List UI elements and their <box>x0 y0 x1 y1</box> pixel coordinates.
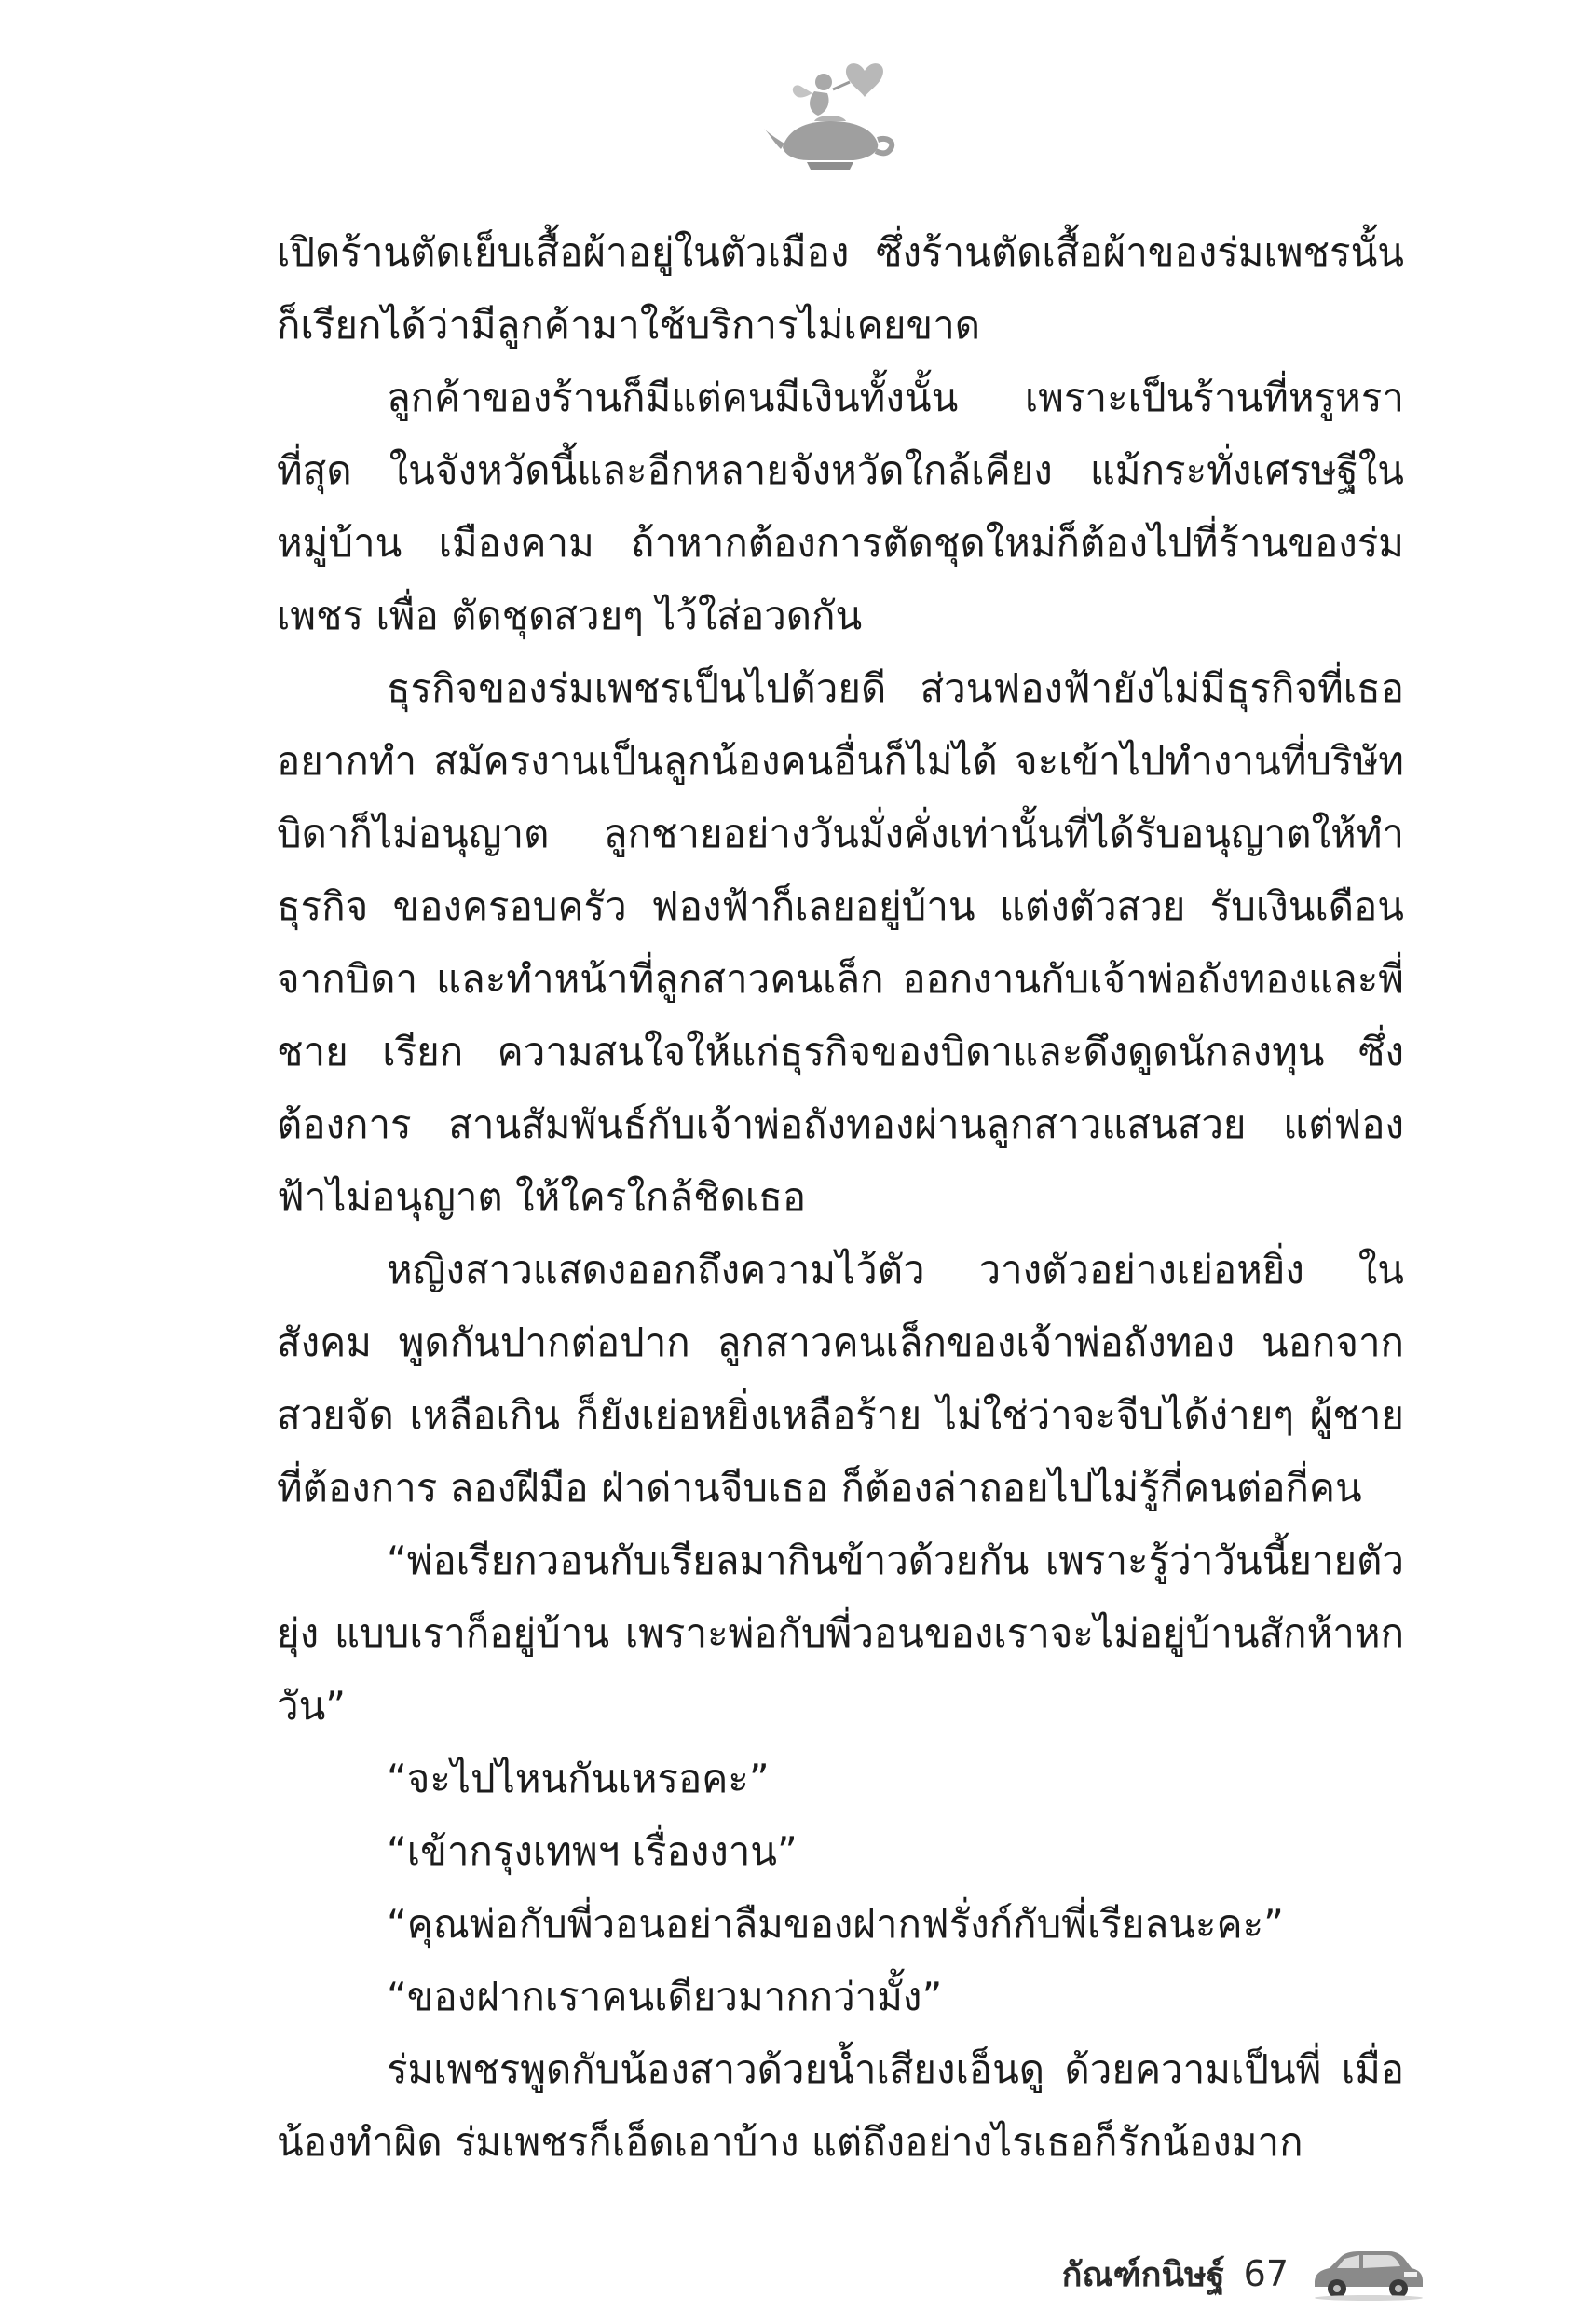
paragraph: “พ่อเรียกวอนกับเรียลมากินข้าวด้วยกัน เพราะรู้ว่าวันนี้ยายตัวยุ่ง แบบเราก็อยู่บ้าน เพราะพ่อกับพี่วอนของเราจะไม่อยู่บ้านสักห้าหกวัน” <box>277 1538 1404 1729</box>
paragraph: ร่มเพชรพูดกับน้องสาวด้วยน้ำเสียงเอ็นดู ด้วยความเป็นพี่ เมื่อ น้องทำผิด ร่มเพชรก็เอ็ดเอาบ้าง แต่ถึงอย่างไรเธอก็รักน้องมาก <box>277 2046 1404 2165</box>
page-footer <box>1062 2246 1428 2302</box>
paragraph: หญิงสาวแสดงออกถึงความไว้ตัว วางตัวอย่างเย่อหยิ่ง ในสังคม พูดกันปากต่อปาก ลูกสาวคนเล็กของเจ้าพ่อถังทอง นอกจากสวยจัด เหลือเกิน ก็ยังเย่อหยิ่งเหลือร้าย ไม่ใช่ว่าจะจีบได้ง่ายๆ ผู้ชายที่ต้องการ ลองฝีมือ ฝ่าด่านจีบเธอ ก็ต้องล่าถอยไปไม่รู้กี่คนต่อกี่คน <box>277 1247 1404 1511</box>
paragraph: ธุรกิจของร่มเพชรเป็นไปด้วยดี ส่วนฟองฟ้ายังไม่มีธุรกิจที่เธอ อยากทำ สมัครงานเป็นลูกน้องคนอื่นก็ไม่ได้ จะเข้าไปทำงานที่บริษัท บิดาก็ไม่อนุญาต ลูกชายอย่างวันมั่งคั่งเท่านั้นที่ได้รับอนุญาตให้ทำธุรกิจ ของครอบครัว ฟองฟ้าก็เลยอยู่บ้าน แต่งตัวสวย รับเงินเดือนจากบิดา และทำหน้าที่ลูกสาวคนเล็ก ออกงานกับเจ้าพ่อถังทองและพี่ชาย เรียก ความสนใจให้แก่ธุรกิจของบิดาและดึงดูดนักลงทุน ซึ่งต้องการ สานสัมพันธ์กับเจ้าพ่อถังทองผ่านลูกสาวแสนสวย แต่ฟองฟ้าไม่อนุญาต ให้ใครใกล้ชิดเธอ <box>277 665 1404 1220</box>
page-number: 67 <box>1243 2253 1289 2294</box>
dialogue-line: “เข้ากรุงเทพฯ เรื่องงาน” <box>387 1828 798 1874</box>
teapot-ornament-icon <box>760 54 900 175</box>
dialogue-line: “จะไปไหนกันเหรอคะ” <box>387 1756 770 1801</box>
car-icon <box>1307 2246 1428 2302</box>
book-title: กัณฑ์กนิษฐ์ <box>1061 2255 1225 2294</box>
dialogue-line: “คุณพ่อกับพี่วอนอย่าลืมของฝากฟรั่งก์กับพี่เรียลนะคะ” <box>387 1901 1284 1947</box>
paragraph: ลูกค้าของร้านก็มีแต่คนมีเงินทั้งนั้น เพราะเป็นร้านที่หรูหราที่สุด ในจังหวัดนี้และอีกหลายจังหวัดใกล้เคียง แม้กระทั่งเศรษฐีในหมู่บ้าน เมืองคาม ถ้าหากต้องการตัดชุดใหม่ก็ต้องไปที่ร้านของร่มเพชร เพื่อ ตัดชุดสวยๆ ไว้ใส่อวดกัน <box>277 375 1404 638</box>
paragraph: เปิดร้านตัดเย็บเสื้อผ้าอยู่ในตัวเมือง ซึ่งร้านตัดเสื้อผ้าของร่มเพชรนั้น ก็เรียกได้ว่ามีลูกค้ามาใช้บริการไม่เคยขาด <box>277 229 1404 348</box>
dialogue-line: “ของฝากเราคนเดียวมากกว่ามั้ง” <box>387 1974 943 2019</box>
body-text <box>277 216 1404 2179</box>
